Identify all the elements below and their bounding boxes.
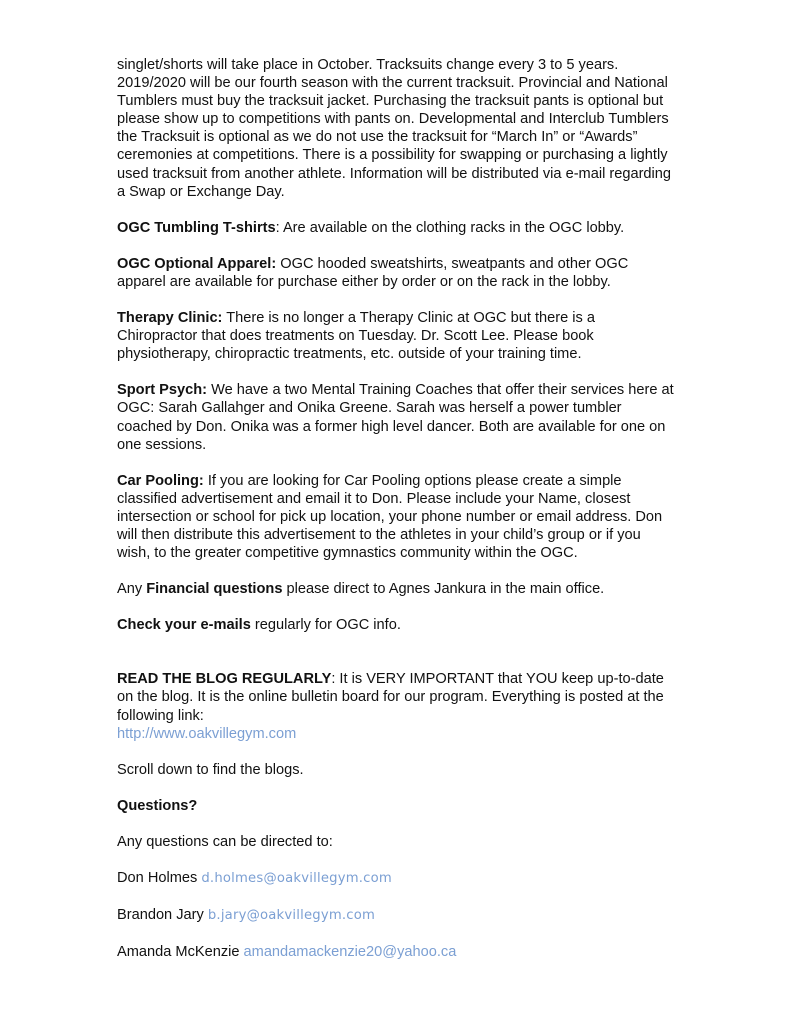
- contact-name: Don Holmes: [117, 870, 202, 886]
- blog-link-line: [117, 725, 677, 743]
- contact-email-link[interactable]: b.jary@oakvillegym.com: [207, 908, 376, 924]
- financial-suffix: please direct to Agnes Jankura in the main office.: [282, 581, 605, 598]
- psych-paragraph: [117, 381, 677, 453]
- tshirts-text: : Are available on the clothing racks in the OGC lobby.: [275, 219, 625, 236]
- contact-email-link[interactable]: amandamackenzie20@yahoo.ca: [243, 944, 457, 961]
- psych-text: We have a two Mental Training Coaches that offer their services here at OGC: Sarah Gallahger and Onika Greene. Sarah was herself a power tumbler coached by Don. Onika was a former high level dancer. Both are available for one on one sessions.: [117, 382, 674, 453]
- contact-email-link[interactable]: d.holmes@oakvillegym.com: [201, 871, 392, 886]
- blog-text: : It is VERY IMPORTANT that YOU keep up-to-date on the blog. It is the online bulletin board for our program. Everything is posted at the following link:: [117, 671, 664, 724]
- blog-paragraph: [117, 670, 677, 724]
- apparel-text: OGC hooded sweatshirts, sweatpants and other OGC apparel are available for purchase either by order or on the rack in the lobby.: [117, 255, 629, 290]
- carpool-heading: Car Pooling:: [117, 472, 204, 489]
- carpool-text: If you are looking for Car Pooling options please create a simple classified advertisement and email it to Don. Please include your Name, closest intersection or school for pick up location, your phone number or email address. Don will then distribute this advertisement to the athletes in your child’s group or if you wish, to the greater competitive gymnastics community within the OGC.: [117, 472, 663, 562]
- blog-heading: READ THE BLOG REGULARLY: [117, 671, 332, 688]
- apparel-heading: OGC Optional Apparel:: [117, 255, 277, 272]
- tracksuit-paragraph: singlet/shorts will take place in October. Tracksuits change every 3 to 5 years. 2019/2020 will be our fourth season with the current tracksuit. Provincial and National Tumblers must buy the tracksuit jacket. Purchasing the tracksuit pants is optional but please show up to competitions with pants on. Developmental and Interclub Tumblers the Tracksuit is optional as we do not use the tracksuit for “March In” or “Awards” ceremonies at competitions. There is a possibility for swapping or purchasing a lightly used tracksuit from another athlete. Information will be distributed via e-mail regarding a Swap or Exchange Day.: [117, 57, 672, 200]
- questions-intro: Any questions can be directed to:: [117, 833, 333, 850]
- contact-name: Amanda McKenzie: [117, 944, 244, 961]
- emails-bold: Check your e-mails: [117, 617, 251, 634]
- scroll-paragraph: Scroll down to find the blogs.: [117, 761, 304, 778]
- financial-paragraph: [117, 580, 677, 598]
- emails-paragraph: [117, 616, 677, 634]
- apparel-paragraph: [117, 255, 677, 291]
- financial-bold: Financial questions: [146, 581, 283, 598]
- tshirts-paragraph: [117, 219, 677, 237]
- questions-heading-text: Questions?: [117, 797, 198, 814]
- contact-don: [117, 869, 677, 888]
- psych-heading: Sport Psych:: [117, 382, 208, 399]
- therapy-text: There is no longer a Therapy Clinic at OGC but there is a Chiropractor that does treatments on Tuesday. Dr. Scott Lee. Please book physiotherapy, chiropractic treatments, etc. outside of your training time.: [117, 310, 596, 363]
- financial-prefix: Any: [117, 581, 147, 598]
- blog-link[interactable]: http://www.oakvillegym.com: [117, 725, 297, 742]
- contact-amanda: [117, 943, 677, 961]
- carpool-paragraph: [117, 472, 677, 562]
- emails-suffix: regularly for OGC info.: [250, 617, 401, 634]
- tshirts-heading: OGC Tumbling T-shirts: [117, 219, 276, 236]
- questions-heading: [117, 797, 677, 815]
- contact-name: Brandon Jary: [117, 907, 208, 924]
- therapy-paragraph: [117, 309, 677, 363]
- contact-brandon: [117, 906, 677, 925]
- document-page: [117, 56, 677, 979]
- therapy-heading: Therapy Clinic:: [117, 310, 223, 327]
